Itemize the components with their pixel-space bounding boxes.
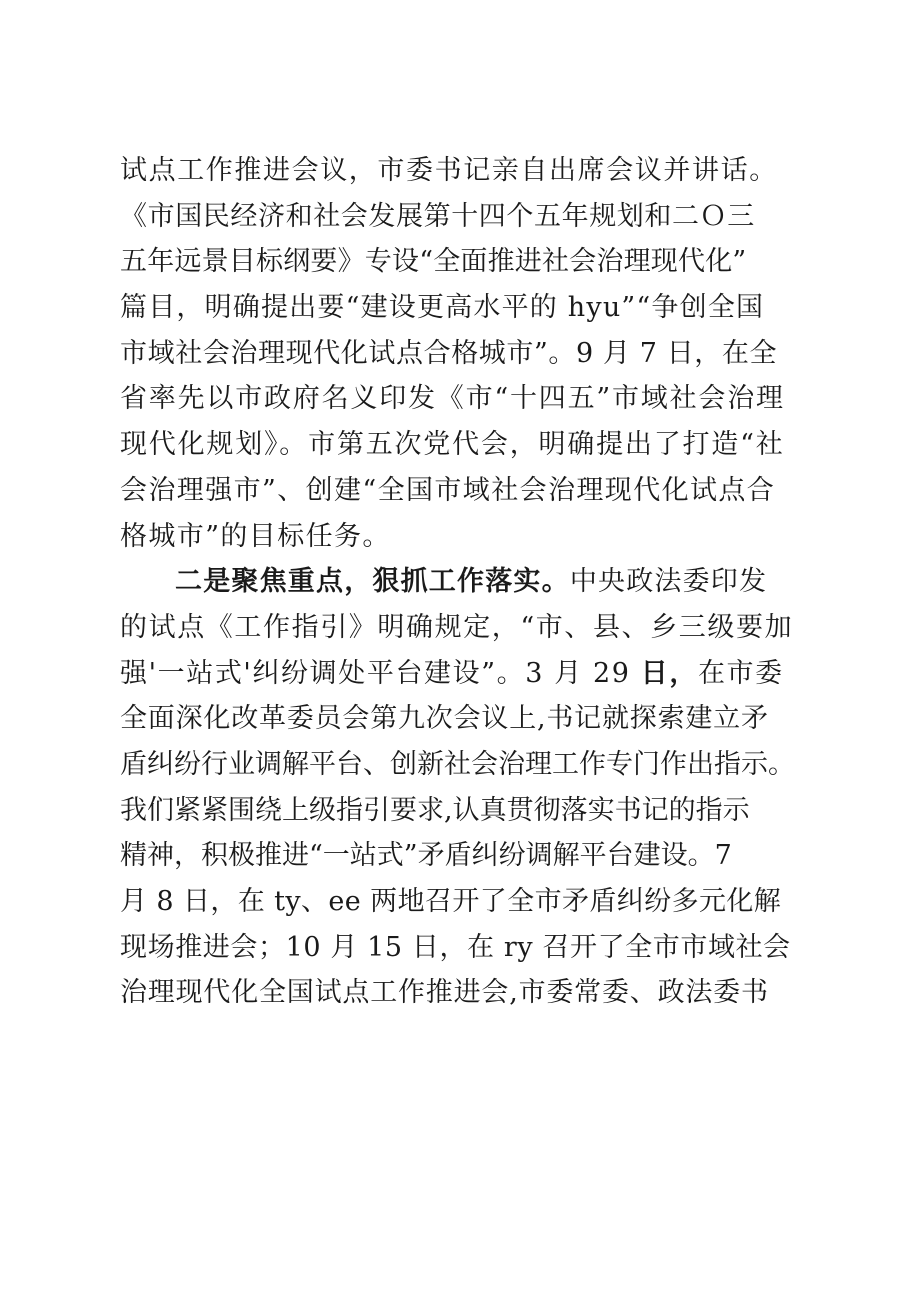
text-line: 篇目，明确提出要“建设更高水平的 hyu”“争创全国 [120,292,765,324]
text-line: 会治理强市”、创建“全国市域社会治理现代化试点合 [120,474,776,506]
text-line: 治理现代化全国试点工作推进会,市委常委、政法委书 [120,977,769,1009]
text-line: 全面深化改革委员会第九次会议上,书记就探索建立矛 [120,703,769,735]
text-line: 五年远景目标纲要》专设“全面推进社会治理现代化” [120,246,747,278]
text-span: 强'一站式'纠纷调处平台建设”。3 月 29 [120,657,641,689]
text-line: 试点工作推进会议，市委书记亲自出席会议并讲话。 [120,155,778,186]
text-line: 我们紧紧围绕上级指引要求,认真贯彻落实书记的指示 [120,794,750,826]
text-line: 精神，积极推进“一站式”矛盾纠纷调解平台建设。7 [120,840,732,872]
paragraph-1 [120,148,810,559]
text-line: 《市国民经济和社会发展第十四个五年规划和二Ｏ三 [120,200,755,232]
text-line: 格城市”的目标任务。 [120,520,391,552]
text-line: 市域社会治理现代化试点合格城市”。9 月 7 日，在全 [120,337,778,369]
text-line: 省率先以市政府名义印发《市“十四五”市域社会治理 [120,383,785,415]
document-body [120,148,810,1016]
text-line: 月 8 日，在 ty、ee 两地召开了全市矛盾纠纷多元化解 [120,886,782,917]
paragraph-2 [120,559,810,1016]
text-line: 的试点《工作指引》明确规定，“市、县、乡三级要加 [120,611,794,643]
text-span: 中央政法委印发 [569,566,768,598]
text-line: 盾纠纷行业调解平台、创新社会治理工作专门作出指示。 [120,748,795,780]
paragraph-heading: 二是聚焦重点，狠抓工作落实。 [175,566,570,598]
text-span: 在市委 [697,657,784,689]
text-line [120,651,810,697]
bold-text-span: 日， [640,657,698,689]
text-line: 现场推进会；10 月 15 日，在 ry 召开了全市市域社会 [120,931,791,963]
text-line: 现代化规划》。市第五次党代会，明确提出了打造“社 [120,429,785,461]
text-line [120,559,810,605]
